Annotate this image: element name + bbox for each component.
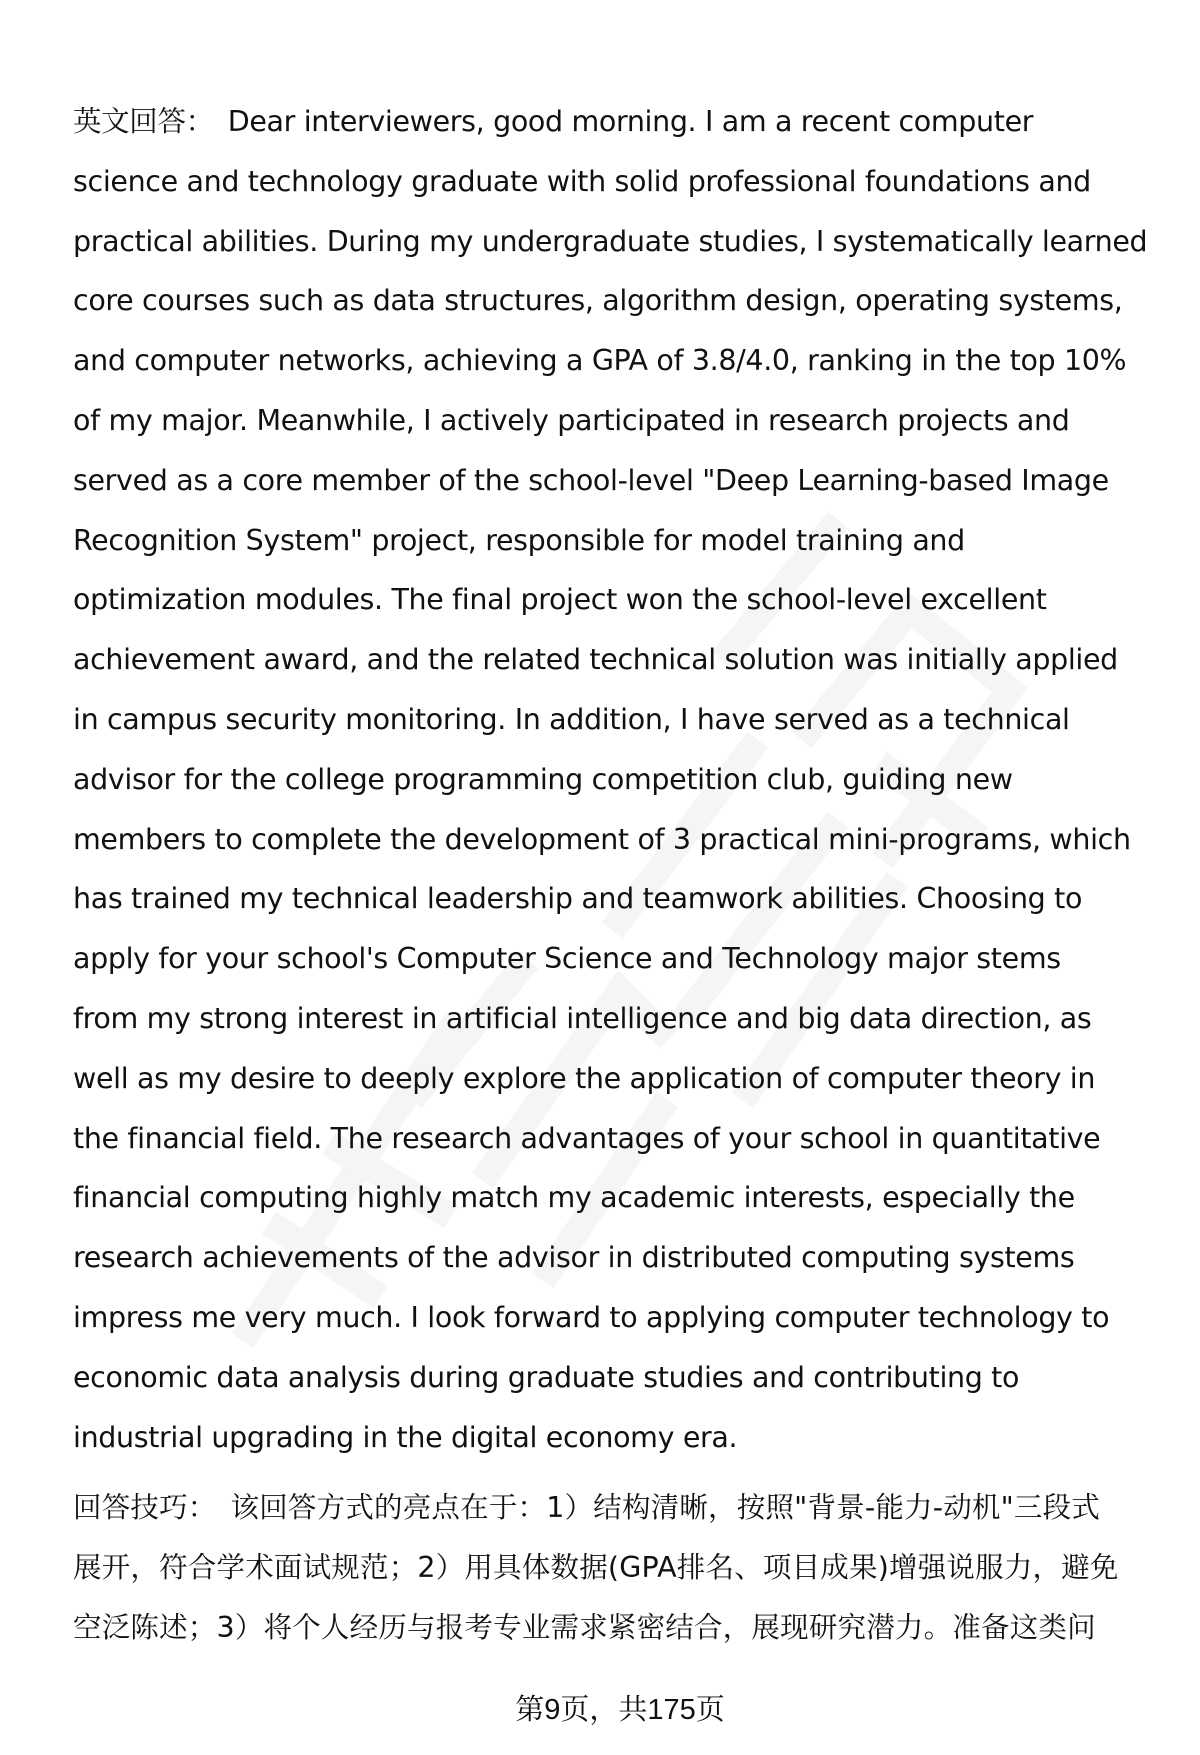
answer-line: from my strong interest in artificial intelligence and big data direction, as <box>73 1001 1092 1035</box>
answer-tips-section <box>73 1478 1163 1657</box>
answer-line: industrial upgrading in the digital economy era. <box>73 1420 738 1454</box>
answer-line: and computer networks, achieving a GPA of 3.8/4.0, ranking in the top 10% <box>73 344 1127 378</box>
answer-line: in campus security monitoring. In addition, I have served as a technical <box>73 702 1070 736</box>
answer-line: advisor for the college programming competition club, guiding new <box>73 762 1013 796</box>
answer-line: apply for your school's Computer Science and Technology major stems <box>73 942 1061 976</box>
tips-line: 空泛陈述；3）将个人经历与报考专业需求紧密结合，展现研究潜力。准备这类问 <box>73 1610 1096 1644</box>
answer-line: the financial field. The research advantages of your school in quantitative <box>73 1121 1101 1155</box>
tips-label: 回答技巧： <box>73 1491 217 1524</box>
english-answer-section <box>73 92 1163 1467</box>
answer-line: economic data analysis during graduate studies and contributing to <box>73 1360 1020 1394</box>
answer-line: science and technology graduate with solid professional foundations and <box>73 164 1091 198</box>
answer-line: members to complete the development of 3 practical mini-programs, which <box>73 822 1131 856</box>
answer-line: optimization modules. The final project won the school-level excellent <box>73 583 1047 617</box>
page-number-footer: 第9页，共175页 <box>515 1694 725 1726</box>
tips-line: 回答技巧： 该回答方式的亮点在于：1）结构清晰，按照"背景-能力-动机"三段式 <box>73 1491 1101 1524</box>
answer-line: financial computing highly match my academic interests, especially the <box>73 1181 1075 1215</box>
answer-line: achievement award, and the related technical solution was initially applied <box>73 643 1118 677</box>
answer-label: 英文回答： <box>73 105 214 138</box>
answer-line: research achievements of the advisor in distributed computing systems <box>73 1241 1075 1275</box>
answer-line: Recognition System" project, responsible for model training and <box>73 523 965 557</box>
answer-line: well as my desire to deeply explore the application of computer theory in <box>73 1061 1096 1095</box>
answer-line: impress me very much. I look forward to applying computer technology to <box>73 1300 1110 1334</box>
answer-line: 英文回答： Dear interviewers, good morning. I am a recent computer <box>73 105 1034 138</box>
answer-line: has trained my technical leadership and teamwork abilities. Choosing to <box>73 882 1083 916</box>
tips-line: 展开，符合学术面试规范；2）用具体数据(GPA排名、项目成果)增强说服力，避免 <box>73 1550 1119 1584</box>
answer-line: served as a core member of the school-level "Deep Learning-based Image <box>73 463 1109 497</box>
answer-line: core courses such as data structures, algorithm design, operating systems, <box>73 284 1123 318</box>
answer-line: of my major. Meanwhile, I actively participated in research projects and <box>73 403 1070 437</box>
answer-line: practical abilities. During my undergraduate studies, I systematically learned <box>73 224 1148 258</box>
